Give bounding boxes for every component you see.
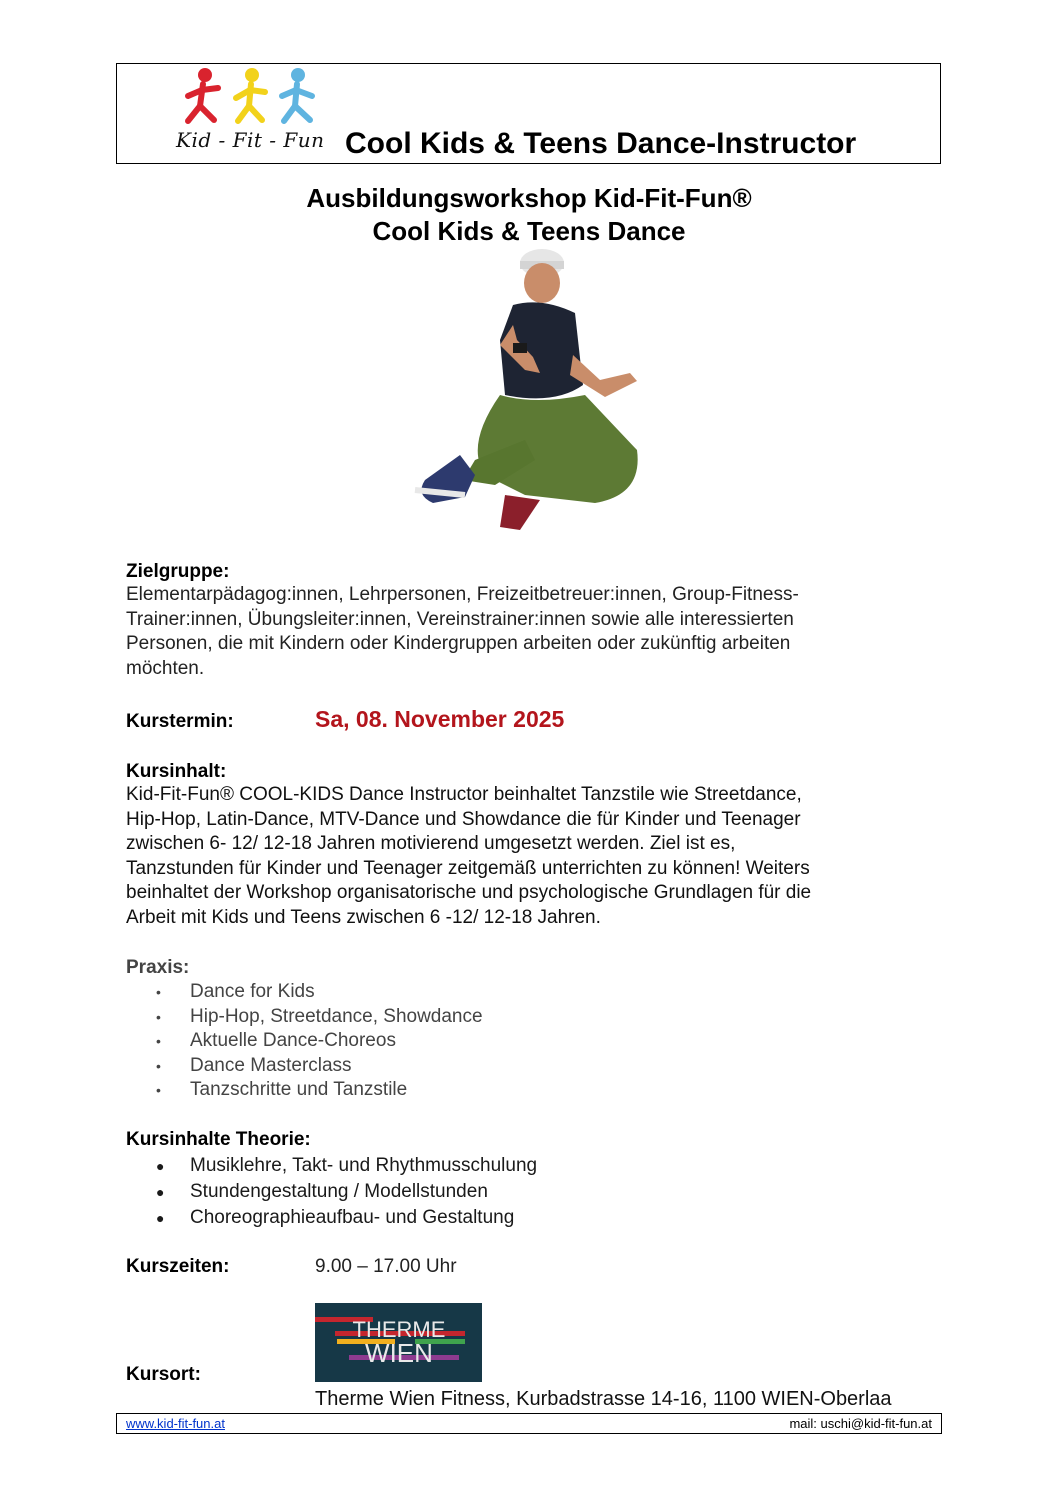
kursinhalt-line: Arbeit mit Kids und Teens zwischen 6 -12/ 12-18 Jahren. — [126, 906, 601, 928]
kursort-address: Therme Wien Fitness, Kurbadstrasse 14-16, 1100 WIEN-Oberlaa — [315, 1388, 892, 1410]
list-item-text: Dance Masterclass — [190, 1054, 352, 1076]
zielgruppe-text — [126, 583, 926, 681]
bullet-icon: • — [156, 1008, 161, 1025]
kurstermin-date: Sa, 08. November 2025 — [315, 706, 565, 732]
therme-logo-line2: WIEN — [365, 1338, 433, 1368]
list-item-text: Stundengestaltung / Modellstunden — [190, 1181, 488, 1202]
bullet-icon: • — [156, 1057, 161, 1074]
kursinhalt-line: Kid-Fit-Fun® COOL-KIDS Dance Instructor beinhaltet Tanzstile wie Streetdance, — [126, 784, 802, 805]
bullet-icon: • — [156, 984, 161, 1000]
list-item — [126, 1179, 537, 1205]
kursort-label: Kursort: — [126, 1364, 201, 1385]
bullet-icon: ● — [156, 1184, 165, 1200]
therme-wien-logo-graphic — [315, 1303, 482, 1382]
list-item-text: Dance for Kids — [190, 981, 315, 1002]
kursinhalt-text — [126, 783, 926, 930]
website-link[interactable]: www.kid-fit-fun.at — [126, 1416, 225, 1431]
list-item-text: Choreographieaufbau- und Gestaltung — [190, 1207, 515, 1228]
theorie-list — [126, 1153, 537, 1231]
list-item — [126, 1054, 483, 1079]
list-item — [126, 1153, 537, 1179]
kursinhalt-label: Kursinhalt: — [126, 761, 227, 782]
kurszeiten-label: Kurszeiten: — [126, 1256, 230, 1277]
kurszeiten-value: 9.00 – 17.00 Uhr — [315, 1256, 457, 1277]
footer — [116, 1413, 942, 1434]
kurstermin-label: Kurstermin: — [126, 711, 234, 732]
zielgruppe-line: Elementarpädagog:innen, Lehrpersonen, Freizeitbetreuer:innen, Group-Fitness- — [126, 584, 799, 605]
praxis-list — [126, 980, 483, 1103]
kursinhalt-line: Tanzstunden für Kinder und Teenager zeitgemäß unterrichten zu können! Weiters — [126, 857, 810, 879]
theorie-label: Kursinhalte Theorie: — [126, 1129, 311, 1150]
bullet-icon: ● — [156, 1158, 165, 1174]
header-title: Cool Kids & Teens Dance-Instructor — [345, 127, 857, 160]
kursinhalt-line: beinhaltet der Workshop organisatorische und psychologische Grundlagen für die — [126, 882, 812, 903]
list-item — [126, 980, 483, 1005]
main-title-line1: Ausbildungsworkshop Kid-Fit-Fun® — [306, 183, 752, 213]
kursinhalt-line: Hip-Hop, Latin-Dance, MTV-Dance und Showdance die für Kinder und Teenager — [126, 808, 801, 830]
list-item-text: Hip-Hop, Streetdance, Showdance — [190, 1005, 483, 1027]
list-item-text: Tanzschritte und Tanzstile — [190, 1079, 408, 1100]
logo-text: Kid - Fit - Fun — [176, 128, 325, 152]
list-item — [126, 1205, 537, 1231]
main-title-line2: Cool Kids & Teens Dance — [372, 216, 686, 246]
therme-logo-line1: THERME — [352, 1317, 446, 1342]
zielgruppe-label: Zielgruppe: — [126, 561, 230, 582]
bullet-icon: • — [156, 1033, 161, 1049]
zielgruppe-line: möchten. — [126, 657, 205, 679]
zielgruppe-line: Trainer:innen, Übungsleiter:innen, Vereinstrainer:innen sowie alle interessierten — [126, 608, 794, 630]
praxis-label: Praxis: — [126, 957, 190, 978]
list-item — [126, 1005, 483, 1030]
dancer-photo — [405, 245, 650, 535]
zielgruppe-line: Personen, die mit Kindern oder Kindergruppen arbeiten oder zukünftig arbeiten — [126, 633, 791, 654]
bullet-icon: ● — [156, 1210, 165, 1226]
list-item — [126, 1078, 483, 1103]
list-item — [126, 1029, 483, 1054]
footer-mail: mail: uschi@kid-fit-fun.at — [789, 1416, 932, 1431]
list-item-text: Aktuelle Dance-Choreos — [190, 1030, 396, 1051]
kursinhalt-line: zwischen 6- 12/ 12-18 Jahren motivierend umgesetzt werden. Ziel ist es, — [126, 833, 736, 854]
list-item-text: Musiklehre, Takt- und Rhythmusschulung — [190, 1155, 538, 1176]
therme-wien-logo — [315, 1303, 482, 1382]
bullet-icon: • — [156, 1082, 161, 1098]
